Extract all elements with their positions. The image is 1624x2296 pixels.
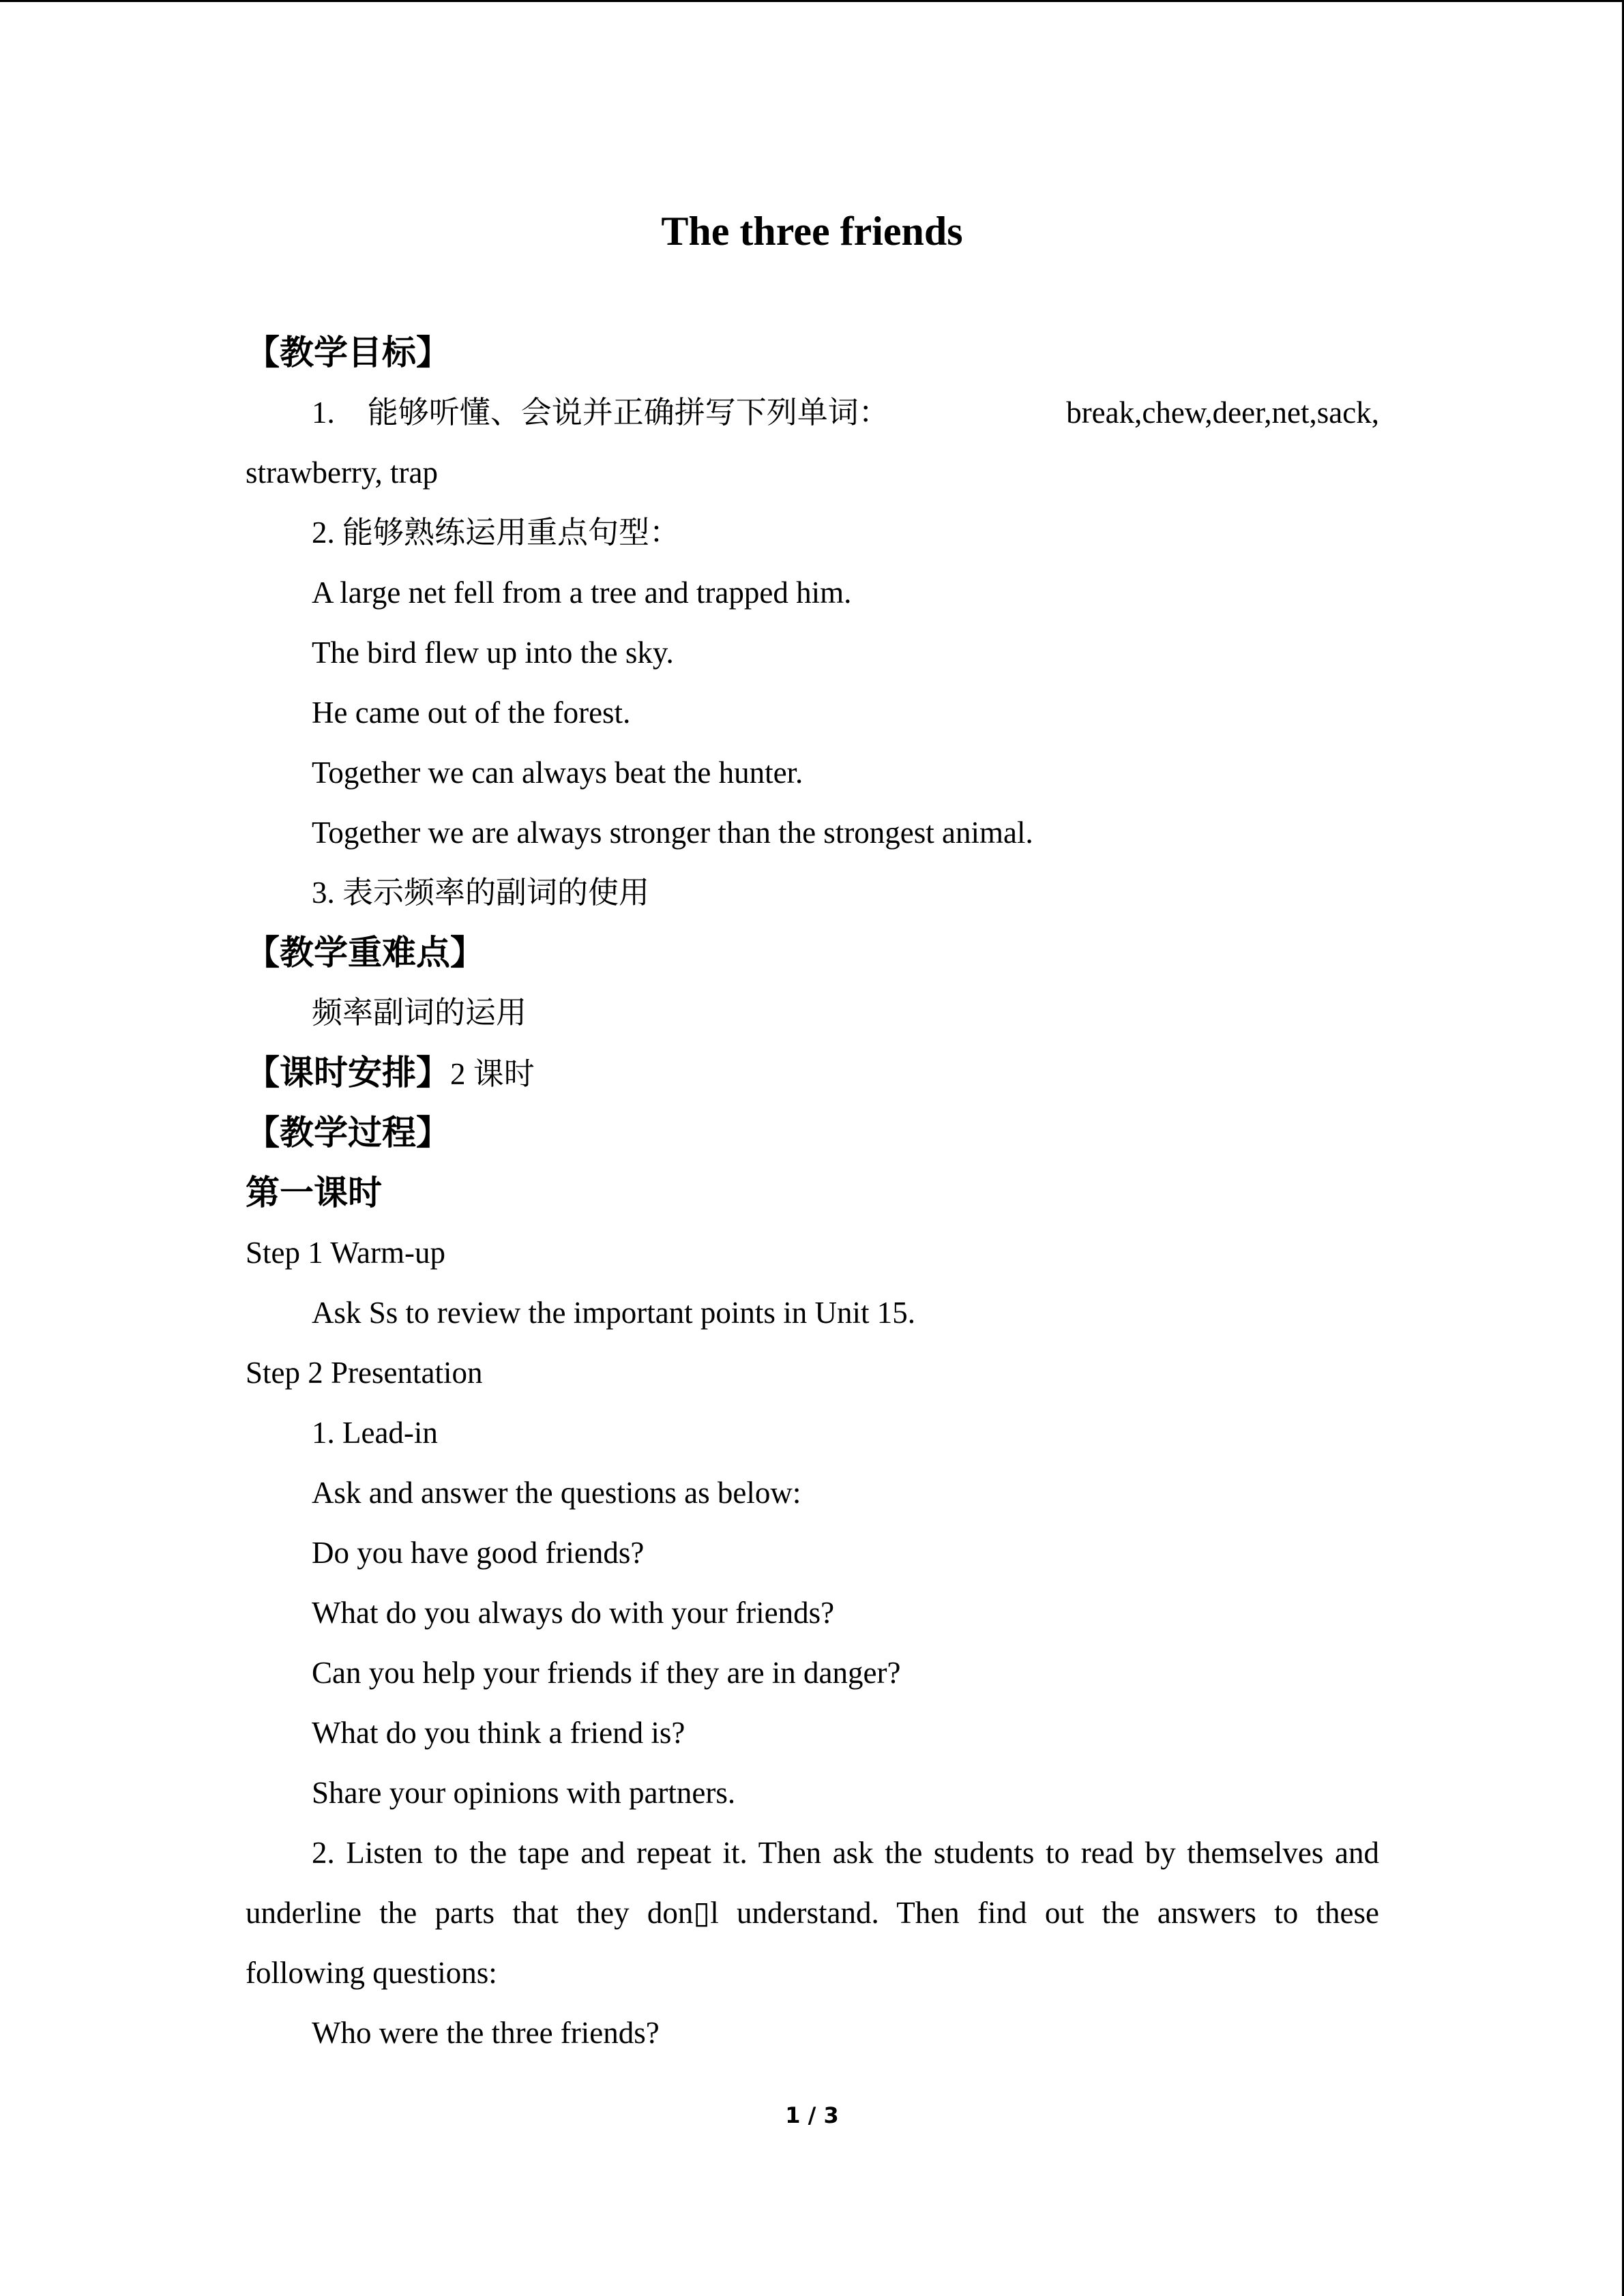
discussion-question: What do you think a friend is?	[312, 1716, 685, 1750]
listen-paragraph-line: 2. Listen to the tape and repeat it. Then ask the students to read by themselves and	[312, 1836, 1379, 1870]
key-sentence: He came out of the forest.	[312, 696, 631, 730]
vocab-word: break,	[1066, 396, 1142, 430]
key-sentence: Together we are always stronger than the strongest animal.	[312, 816, 1033, 850]
objective-item-1-number: 1.	[312, 396, 335, 430]
step-1-heading: Step 1 Warm-up	[246, 1236, 446, 1270]
objective-item-1	[246, 383, 1379, 443]
lead-in-intro: Ask and answer the questions as below:	[312, 1476, 801, 1510]
schedule-heading-label: 【课时安排】	[246, 1053, 450, 1092]
objective-item-3: 3. 表示频率的副词的使用	[312, 876, 650, 910]
objective-item-1-continuation: strawberry, trap	[246, 456, 438, 490]
process-heading: 【教学过程】	[246, 1113, 450, 1152]
lead-in-heading: 1. Lead-in	[312, 1416, 438, 1450]
vocab-word: sack,	[1316, 396, 1379, 430]
objective-item-2: 2. 能够熟练运用重点句型：	[312, 516, 681, 550]
objectives-heading: 【教学目标】	[246, 333, 450, 372]
key-sentence: Together we can always beat the hunter.	[312, 756, 803, 790]
schedule-heading	[246, 1043, 1379, 1103]
vocab-word: chew,	[1142, 396, 1213, 430]
page-title: The three friends	[661, 209, 963, 254]
schedule-text: 2 课时	[450, 1057, 535, 1091]
key-sentence: A large net fell from a tree and trapped him.	[312, 576, 852, 610]
lesson-heading: 第一课时	[246, 1173, 382, 1212]
listen-question: Who were the three friends?	[312, 2016, 660, 2050]
discussion-question: Can you help your friends if they are in danger?	[312, 1656, 901, 1690]
vocab-word: net,	[1271, 396, 1317, 430]
listen-paragraph-line: following questions:	[246, 1956, 497, 1990]
objective-item-1-text: 能够听懂、会说并正确拼写下列单词：	[367, 396, 889, 430]
key-sentence: The bird flew up into the sky.	[312, 636, 674, 670]
difficulty-heading: 【教学重难点】	[246, 933, 484, 972]
step-1-text: Ask Ss to review the important points in Unit 15.	[312, 1296, 915, 1330]
document-body	[246, 323, 1379, 2063]
discussion-question: Share your opinions with partners.	[312, 1776, 736, 1810]
discussion-question: What do you always do with your friends?	[312, 1596, 835, 1630]
listen-paragraph-line: underline the parts that they don▯l understand. Then find out the answers to these	[246, 1896, 1379, 1930]
discussion-question: Do you have good friends?	[312, 1536, 645, 1570]
step-2-heading: Step 2 Presentation	[246, 1356, 483, 1390]
difficulty-text: 频率副词的运用	[312, 996, 527, 1030]
page-number: 1 / 3	[785, 2102, 839, 2128]
vocab-word: deer,	[1212, 396, 1272, 430]
